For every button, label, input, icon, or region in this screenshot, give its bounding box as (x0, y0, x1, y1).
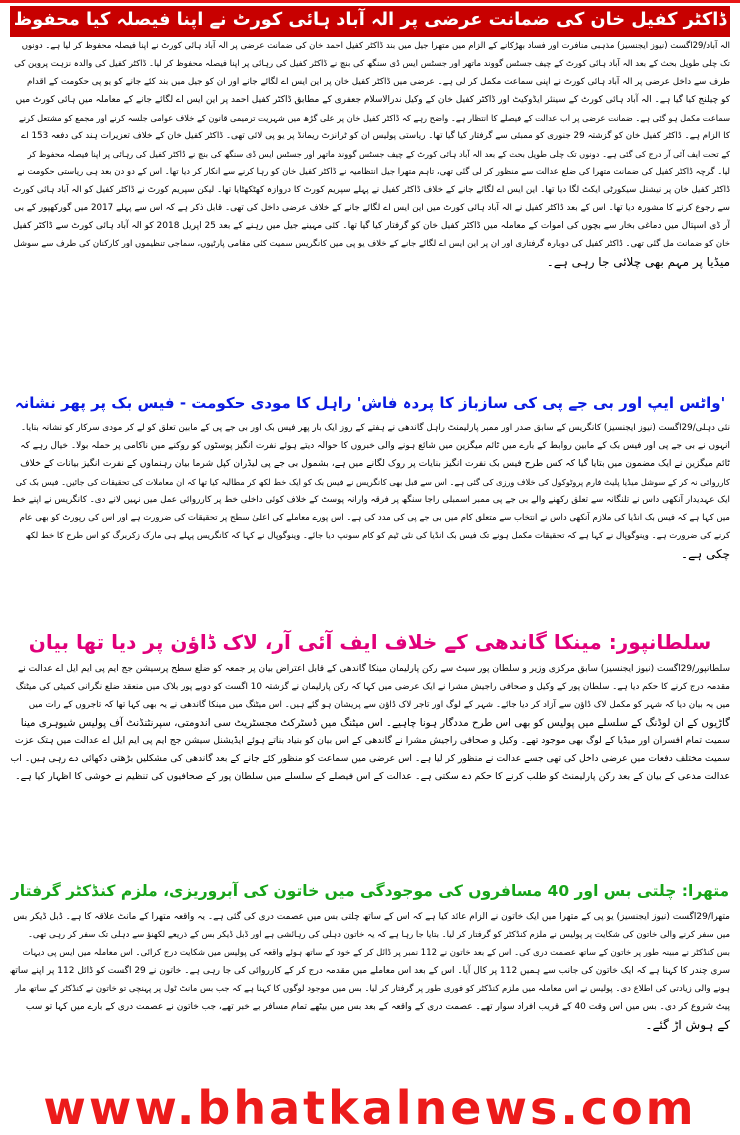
story-text-line: نئی دہلی/29اگست (نیوز ایجنسیز) کانگریس کے سابق صدر اور ممبر پارلیمنٹ راہل گاندھی نے ہفتے کے روز ایک بار پھر فیس بک اور بی جے پی کے مابین تعلق کو لے کر مودی سرکار کو نشانہ بنایا۔ (20, 423, 730, 433)
story-body (10, 660, 730, 786)
story-text-line: خان کو ضمانت مل گئی تھی۔ ڈاکٹر کفیل کی دوبارہ گرفتاری اور ان پر این ایس اے لگائے جانے کے خلاف یو پی میں کانگریس سمیت کئی مقامی پارٹیوں، سماجی تنظیموں اور کارکنان کی طرف سے سوشل (13, 238, 730, 249)
story-text-line: کارروائی نہ کر کے سوشل میڈیا پلیٹ فارم پروٹوکول کی خلاف ورزی کی گئی ہے۔ اس سے قبل بھی کانگریس نے فیس بک کو ایک خط لکھ کر مطالبہ کیا تھا کہ ان معاملات کی تحقیقات کی جائیں۔ فیس بک کی (15, 477, 730, 487)
story-text-line: طرف سے داخل عرضی پر الہ آباد ہائی کورٹ نے اپنی سماعت مکمل کر لی ہے۔ عرضی میں ڈاکٹر کفیل خان پر این ایس اے لگائے جانے اور ان کو جیل میں بند کئے جانے کو یو پی حکومت کے اقدام (27, 76, 730, 87)
story-headline: 'واٹس ایپ اور بی جے پی کی سازباز کا پردہ فاش' راہل کا مودی حکومت - فیس بک پر پھر نشانہ (14, 394, 726, 412)
story-text-line: کو چیلنج کیا گیا ہے۔ الہ آباد ہائی کورٹ کے سینئر ایڈوکیٹ اور ڈاکٹر کفیل خان کے وکیل ندرالاسلام جعفری کے مطابق ڈاکٹر کفیل احمد پر این ایس اے لگائے جانے کے معاملہ میں ہائی کورٹ میں (15, 94, 730, 105)
story-text-line: چکی ہے۔ (681, 547, 730, 561)
story-text-line: میں کہا ہے کہ فیس بک انڈیا کی ملازم آنکھی داس نے انتخاب سے متعلق کام میں بی جے پی کی مدد کی ہے۔ اس پورے معاملے کی اعلیٰ سطح پر تحقیقات کی ضرورت ہے اور اس کی رپورٹ کو بھی عام (19, 513, 730, 523)
story-text-line: لیا۔ گرچہ ڈاکٹر کفیل کی ضمانت متھرا کی ضلع عدالت سے منظور کر لی گئی تھی، تاہم متھرا جیل انتظامیہ نے ڈاکٹر کفیل خان کو رہا کرنے سے انکار کر دیا تھا۔ اس کے دو دن بعد ہی ریاستی حکومت نے (17, 166, 730, 177)
story-text-line: میں سفر کرنے والی خاتون کی شکایت پر پولیس نے ملزم کنڈکٹر کو گرفتار کر لیا۔ بتایا جا رہا ہے کہ یہ خاتون دہلی کی رہائشی ہے اور ڈبل ڈیکر بس کے ذریعے لکھنؤ سے دہلی تک سفر کر رہی تھی۔ (27, 929, 730, 940)
story-body (10, 908, 730, 1034)
story-text-line: ایک عہدیدار آنکھی داس نے تلنگانہ سے تعلق رکھنے والے بی جے پی ممبر اسمبلی راجا سنگھ پر فرقہ وارانہ پوسٹ کے خلاف کوئی داخلی خط پر کارروائی عمل میں نہیں لانے دی۔ کانگریس نے اپنے خط (12, 495, 730, 505)
story-text-line: سلطانپور/29اگست (نیوز ایجنسیز) سابق مرکزی وزیر و سلطان پور سیٹ سے رکن پارلیمان مینکا گاندھی کے قابل اعتراض بیان پر جمعہ کو ضلع سطح پرسیشن جج ایم پی ایم ایل اے عدالت نے (17, 664, 730, 674)
story-text-line: الہ آباد/29اگست (نیوز ایجنسیز) مذہبی منافرت اور فساد بھڑکانے کے الزام میں متھرا جیل میں بند ڈاکٹر کفیل احمد خان کی ضمانت عرضی پر الہ آباد ہائی کورٹ نے اپنا فیصلہ محفوظ کر لیا ہے۔ دونوں (21, 40, 730, 51)
story-text-line: ٹائم میگزین نے ایک مضمون میں بتایا گیا کہ کس طرح فیس بک نفرت انگیز بنایات پر روک لگانے میں ہے، بشمول بی جے پی لیڈران کپل شرما بیان رہنماوں کے نفرت انگیز بیانات کے خلاف (20, 458, 730, 469)
story-text-line: گاڑیوں کے ان لوڈنگ کے سلسلے میں پولیس کو بھی اس طرح مددگار ہونا چاہیے۔ اس میٹنگ میں ڈسٹرکٹ مجسٹریٹ سی اندومتی، سپرنٹنڈنٹ آف پولیس شیوہری مینا (20, 717, 730, 729)
story-text-line: میں یہ بیان دیا کہ شہر کو مکمل لاک ڈاؤن سے آزاد کر دیا جائے۔ شہر کے لوگ اور تاجر لاک ڈاؤن سے پریشان ہو گئے ہیں۔ اس میٹنگ میں مینکا گاندھی نے یہ بھی کہا تھا کہ تاجروں کے رات میں (28, 700, 730, 710)
story-text-line: متھرا/29اگست (نیوز ایجنسیز) یو پی کے متھرا میں ایک خاتون نے الزام عائد کیا ہے کہ اس کے ساتھ چلتی بس میں عصمت دری کی گئی ہے۔ یہ واقعہ متھرا کے مانٹ علاقہ کا ہے۔ ڈبل ڈیکر بس (13, 911, 730, 922)
story-maneka-gandhi-fir (10, 628, 730, 786)
story-body (10, 37, 730, 271)
story-text-line: انہوں نے بی جے پی اور فیس بک کے مابین روابط کے بارے میں ٹائم میگزین میں شائع ہونے والی خبروں کا حوالہ دیتے ہوئے نفرت انگیز پوسٹوں کو روکنے میں ناکامی پر حملہ بولا۔ خیال رہے کہ (20, 441, 730, 451)
story-text-line: کے ہوش اڑ گئے۔ (645, 1017, 730, 1032)
story-text-line: پیٹ شروع کر دی۔ بس میں اس وقت 40 کے قریب افراد سوار تھے۔ عصمت دری کے واقعہ کے بعد بس میں بیٹھے تمام مسافر بے خبر تھے، جب خاتون نے عصمت دری کے بارے میں کہا تو سب (25, 1001, 730, 1012)
top-rule (0, 0, 740, 3)
story-text-line: سری چندر کا کہنا ہے کہ ایک خاتون کی جانب سے ہمیں 112 پر کال آیا۔ اس کے بعد اس معاملے میں مقدمہ درج کر کے کارروائی کی جا رہی ہے۔ خاتون نے 29 اگست کو ڈائل 112 پر اپنے ساتھ (10, 965, 730, 976)
story-headline: متھرا: چلتی بس اور 40 مسافروں کی موجودگی میں خاتون کی آبروریزی، ملزم کنڈکٹر گرفتار (10, 882, 730, 900)
story-text-line: سمیت مختلف دفعات میں عرضی داخل کی تھی جسے عدالت نے منظور کر لیا ہے۔ اس عرضی میں سماعت کو منظور کئے جانے کے بعد گاندھی کی مشکلیں بڑھتی دکھائی دے رہی ہیں۔ اب (10, 753, 730, 764)
story-text-line: کرنے کی ضرورت ہے۔ وینوگوپال نے کہا ہے کہ تحقیقات مکمل ہونے تک فیس بک انڈیا کی نئی ٹیم کو کام سونپ دیا جائے۔ وینوگوپال نے کہا کہ کانگریس پہلے ہی مارک زکربرگ کو اس طرح کا خط لکھ (25, 531, 730, 541)
story-text-line: آر ڈی اسپتال میں دماغی بخار سے بچوں کی اموات کے معاملہ میں ڈاکٹر کفیل خان کو گرفتار کیا گیا تھا۔ کئی مہینے جیل میں رہنے کے بعد 25 اپریل 2018 کو الہ آباد ہائی کورٹ سے ڈاکٹر کفیل (12, 220, 730, 231)
story-text-line: سمیت تمام افسران اور میڈیا کے لوگ بھی موجود تھے۔ وکیل و صحافی راجیش مشرا نے گاندھی کے اس بیان کو بنیاد بناتے ہوئے ایڈیشنل سیشن جج ایم پی ایم ایل اے عدالت میں ہتک عزت (14, 735, 730, 746)
story-kafeel-khan-bail (10, 6, 730, 271)
story-text-line: ہونے والی زیادتی کی اطلاع دی۔ پولیس نے اس معاملہ میں ملزم کنڈکٹر کو فوری طور پر گرفتار کر لیا۔ بس میں موجود لوگوں کا کہنا ہے کہ جب بس مانٹ ٹول پر پہنچی تو خاتون نے کنڈکٹر کے ساتھ مار (14, 983, 730, 994)
site-url-footer: www.bhatkalnews.com (43, 1081, 697, 1135)
story-text-line: مقدمہ درج کرنے کا حکم دیا ہے۔ سلطان پور کے وکیل و صحافی راجیش مشرا نے ایک عرضی میں کہا کہ رکن پارلیمان نے گزشتہ 10 اگست کو دوبے پور بلاک میں منعقد ضلع نگرانی کمیٹی کی میٹنگ (15, 682, 730, 692)
story-text-line: عدالت مدعی کے بیان کے بعد رکن پارلیمنٹ کو طلب کرنے کا حکم دے سکتی ہے۔ عدالت کے اس فیصلے کے سلسلے میں سلطان پور کے صحافیوں کی تنظیم نے خوشی کا اظہار کیا ہے۔ (15, 771, 730, 782)
story-text-line: ڈاکٹر کفیل خان پر نیشنل سیکورٹی ایکٹ لگا دیا تھا۔ این ایس اے لگائے جانے کے خلاف ڈاکٹر کفیل نے پہلے سپریم کورٹ کا دروازہ کھٹکھٹایا تھا۔ لیکن سپریم کورٹ نے ڈاکٹر کفیل کو الہ آباد ہائی کورٹ (12, 184, 730, 195)
story-body (10, 419, 730, 563)
story-mathura-bus (10, 880, 730, 1034)
story-text-line: میڈیا پر مہم بھی چلائی جا رہی ہے۔ (546, 254, 730, 269)
story-whatsapp-bjp (10, 392, 730, 563)
story-text-line: کے تحت ایف آئی آر درج کی گئی ہے۔ دونوں تک چلی طویل بحث کے بعد الہ آباد ہائی کورٹ کے چیف جسٹس گووند ماتھر اور جسٹس ایس ڈی سنگھ کی بنچ نے ڈاکٹر کفیل کی رہائی پر اپنا فیصلہ محفوظ کر (27, 148, 730, 159)
story-headline: ڈاکٹر کفیل خان کی ضمانت عرضی پر الہ آباد ہائی کورٹ نے اپنا فیصلہ کیا محفوظ (10, 6, 730, 37)
story-text-line: تک چلی طویل بحث کے بعد الہ آباد ہائی کورٹ کے چیف جسٹس گووند ماتھر اور جسٹس ایس ڈی سنگھ کی بنچ نے ڈاکٹر کفیل کی رہائی پر اپنا فیصلہ محفوظ کر لیا۔ ڈاکٹر کفیل کی والدہ نزہت پروین کی (14, 58, 730, 69)
story-text-line: سماعت مکمل ہو گئی ہے۔ ضمانت عرضی پر اب عدالت کے فیصلے کا انتظار ہے۔ واضح رہے کہ ڈاکٹر کفیل خان پر علی گڑھ میں شہریت ترمیمی قانون کے خلاف عوامی جلسہ کرنے اور مجمع کو مشتعل کرنے (18, 112, 730, 123)
story-text-line: کا الزام ہے۔ ڈاکٹر کفیل خان کو گزشتہ 29 جنوری کو ممبئی سے گرفتار کیا گیا تھا۔ ریاستی پولیس ان کو ٹرانزٹ ریمانڈ پر یو پی لائی تھی۔ ڈاکٹر کفیل خان کے خلاف تعزیرات ہند کی دفعہ 153 اے (21, 130, 730, 141)
story-text-line: بس کنڈکٹر نے مبینہ طور پر خاتون کے ساتھ عصمت دری کی۔ اس کے بعد خاتون نے 112 نمبر پر ڈائل کر کے خود کے ساتھ ہوئے واقعہ کی پولیس میں شکایت درج کرائی۔ اس معاملہ میں ایس پی دیہات (22, 947, 730, 958)
story-text-line: سے رجوع کرنے کا مشورہ دیا تھا۔ اس کے بعد ڈاکٹر کفیل نے الہ آباد ہائی کورٹ میں این ایس اے لگائے جانے کے خلاف عرضی داخل کی تھی۔ قابل ذکر ہے کہ اس سے پہلے 2017 میں گورکھپور کے بی (14, 202, 730, 213)
story-headline: سلطانپور: مینکا گاندھی کے خلاف ایف آئی آر، لاک ڈاؤن پر دیا تھا بیان (28, 630, 712, 654)
